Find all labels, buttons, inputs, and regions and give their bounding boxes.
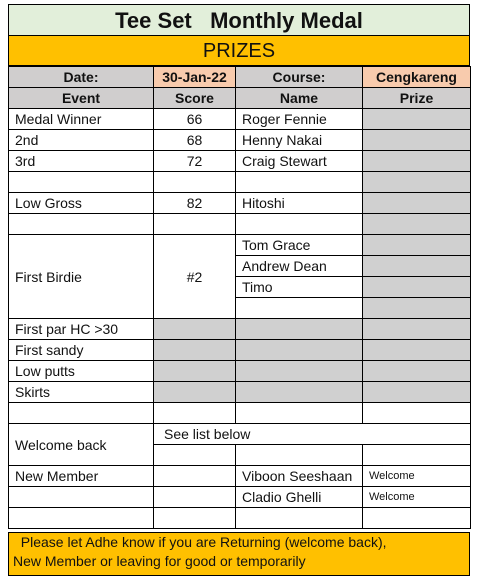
date-label: Date: <box>9 67 154 88</box>
prize-cell[interactable] <box>363 172 471 193</box>
prize-cell[interactable] <box>363 508 471 529</box>
score-cell[interactable] <box>154 382 236 403</box>
sheet-title: Tee Set Monthly Medal <box>8 4 470 36</box>
score-cell[interactable] <box>154 172 236 193</box>
table-row <box>9 130 471 151</box>
table-row <box>9 424 471 445</box>
prizes-table <box>8 66 471 529</box>
name-cell[interactable] <box>236 403 363 424</box>
footer-line-1: Please let Adhe know if you are Returning (welcome back), <box>13 534 387 550</box>
prize-cell[interactable] <box>363 151 471 172</box>
prize-cell[interactable]: Welcome <box>363 487 471 508</box>
prize-cell[interactable] <box>363 256 471 277</box>
event-cell[interactable]: Low Gross <box>9 193 154 214</box>
table-row <box>9 340 471 361</box>
name-cell[interactable]: Timo <box>236 277 363 298</box>
table-row <box>9 193 471 214</box>
event-cell[interactable]: 3rd <box>9 151 154 172</box>
event-cell[interactable] <box>9 214 154 235</box>
name-cell[interactable]: Roger Fennie <box>236 109 363 130</box>
event-cell[interactable] <box>9 487 154 508</box>
score-cell[interactable] <box>154 487 236 508</box>
table-row <box>9 361 471 382</box>
table-row <box>9 466 471 487</box>
score-cell[interactable] <box>154 319 236 340</box>
table-row <box>9 508 471 529</box>
table-row <box>9 235 471 256</box>
name-cell[interactable]: Cladio Ghelli <box>236 487 363 508</box>
prize-cell[interactable] <box>363 130 471 151</box>
event-cell[interactable]: First par HC >30 <box>9 319 154 340</box>
name-cell[interactable]: Craig Stewart <box>236 151 363 172</box>
prize-cell[interactable]: Welcome <box>363 466 471 487</box>
course-value[interactable]: Cengkareng <box>363 67 471 88</box>
name-cell[interactable]: Tom Grace <box>236 235 363 256</box>
event-cell[interactable]: First Birdie <box>9 235 154 319</box>
prize-cell[interactable] <box>363 403 471 424</box>
name-cell[interactable] <box>236 340 363 361</box>
table-row <box>9 214 471 235</box>
name-cell[interactable] <box>236 382 363 403</box>
table-row <box>9 109 471 130</box>
name-cell[interactable] <box>236 445 363 466</box>
score-cell[interactable]: #2 <box>154 235 236 319</box>
score-cell[interactable]: 68 <box>154 130 236 151</box>
date-value[interactable]: 30-Jan-22 <box>154 67 236 88</box>
name-cell[interactable] <box>236 361 363 382</box>
column-header-prize: Prize <box>363 88 471 109</box>
course-label: Course: <box>236 67 363 88</box>
table-row <box>9 382 471 403</box>
prize-cell[interactable] <box>363 445 471 466</box>
score-cell[interactable]: 66 <box>154 109 236 130</box>
table-row <box>9 403 471 424</box>
score-cell[interactable] <box>154 508 236 529</box>
event-cell[interactable] <box>9 508 154 529</box>
event-cell[interactable] <box>9 172 154 193</box>
name-cell[interactable] <box>236 508 363 529</box>
event-cell[interactable]: New Member <box>9 466 154 487</box>
table-row <box>9 151 471 172</box>
score-cell[interactable]: 82 <box>154 193 236 214</box>
prize-cell[interactable] <box>363 109 471 130</box>
name-cell[interactable] <box>236 214 363 235</box>
score-cell[interactable] <box>154 361 236 382</box>
prize-cell[interactable] <box>363 382 471 403</box>
name-cell[interactable]: Hitoshi <box>236 193 363 214</box>
prize-cell[interactable] <box>363 193 471 214</box>
event-cell[interactable]: Medal Winner <box>9 109 154 130</box>
prizes-banner: PRIZES <box>8 36 470 66</box>
prize-cell[interactable] <box>363 298 471 319</box>
score-cell[interactable] <box>154 340 236 361</box>
event-cell[interactable]: Skirts <box>9 382 154 403</box>
score-cell[interactable] <box>154 214 236 235</box>
prize-cell[interactable] <box>363 340 471 361</box>
event-cell[interactable]: Welcome back <box>9 424 154 466</box>
column-header-name: Name <box>236 88 363 109</box>
score-cell[interactable] <box>154 445 236 466</box>
footer-line-2: New Member or leaving for good or temporarily <box>13 553 306 569</box>
name-cell[interactable]: Viboon Seeshaan <box>236 466 363 487</box>
footer-note <box>8 532 470 576</box>
name-cell[interactable]: Andrew Dean <box>236 256 363 277</box>
prize-cell[interactable] <box>363 235 471 256</box>
event-cell[interactable]: Low putts <box>9 361 154 382</box>
event-cell[interactable] <box>9 403 154 424</box>
score-cell[interactable]: 72 <box>154 151 236 172</box>
prize-cell[interactable] <box>363 214 471 235</box>
column-header-row <box>9 88 471 109</box>
name-cell[interactable] <box>236 319 363 340</box>
prize-cell[interactable] <box>363 277 471 298</box>
score-cell[interactable] <box>154 466 236 487</box>
table-row <box>9 487 471 508</box>
score-cell[interactable] <box>154 403 236 424</box>
prize-cell[interactable] <box>363 424 471 445</box>
table-row <box>9 319 471 340</box>
event-cell[interactable]: First sandy <box>9 340 154 361</box>
name-cell[interactable] <box>236 298 363 319</box>
prize-cell[interactable] <box>363 361 471 382</box>
name-cell[interactable] <box>236 172 363 193</box>
prize-cell[interactable] <box>363 319 471 340</box>
name-cell[interactable]: Henny Nakai <box>236 130 363 151</box>
info-row <box>9 67 471 88</box>
welcome-back-note[interactable]: See list below <box>154 424 363 445</box>
column-header-event: Event <box>9 88 154 109</box>
column-header-score: Score <box>154 88 236 109</box>
table-row <box>9 172 471 193</box>
medal-sheet <box>8 4 470 529</box>
event-cell[interactable]: 2nd <box>9 130 154 151</box>
